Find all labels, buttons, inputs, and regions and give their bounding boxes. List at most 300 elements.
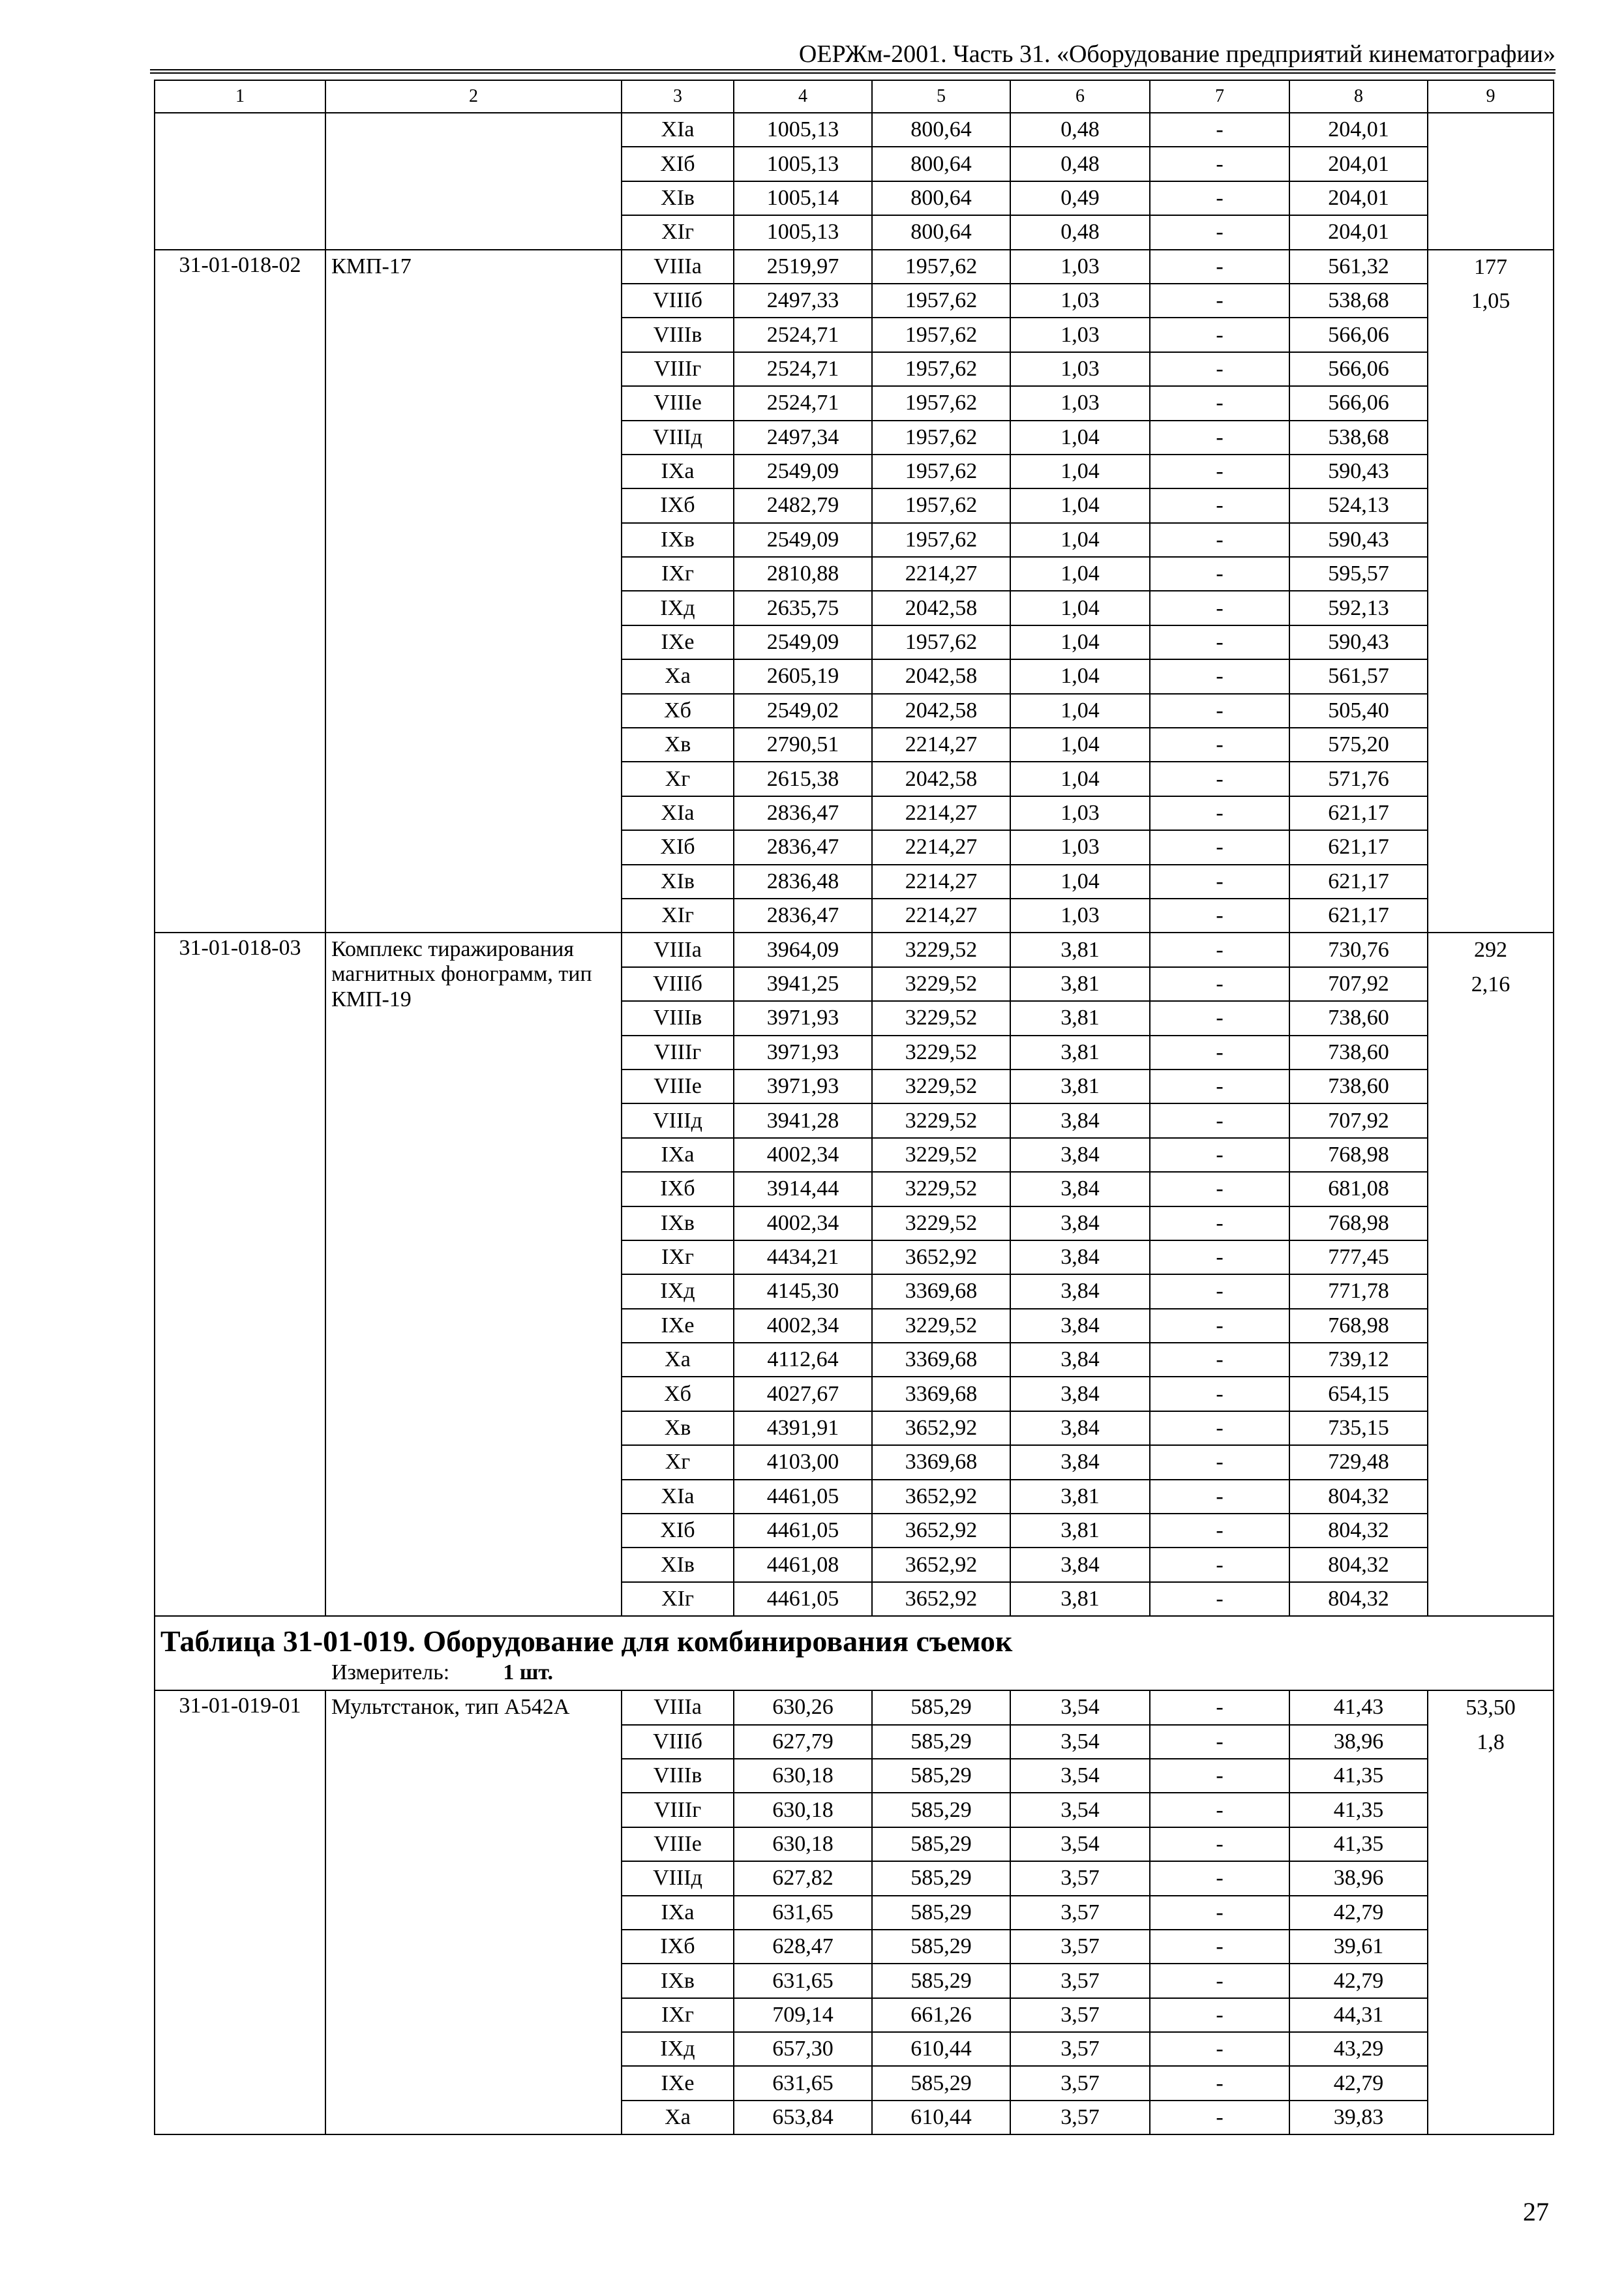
- table-row: [155, 1690, 1554, 1724]
- table-cell: -: [1150, 250, 1289, 284]
- table-cell: -: [1150, 659, 1289, 693]
- table-cell: 590,43: [1289, 455, 1428, 488]
- table-cell: 800,64: [872, 181, 1010, 215]
- table-cell: -: [1150, 1690, 1289, 1724]
- table-cell: 709,14: [734, 1998, 872, 2032]
- table-cell: 1,04: [1010, 728, 1150, 762]
- table-cell: 738,60: [1289, 1036, 1428, 1070]
- table-cell: 631,65: [734, 2066, 872, 2100]
- table-cell: XIб: [622, 1514, 734, 1548]
- table-cell: 204,01: [1289, 215, 1428, 249]
- table-cell: 585,29: [872, 1964, 1010, 1997]
- table-cell: -: [1150, 899, 1289, 933]
- table-cell: VIIIе: [622, 386, 734, 420]
- table-cell: 3369,68: [872, 1377, 1010, 1411]
- table-cell: 2519,97: [734, 250, 872, 284]
- table-cell: VIIIг: [622, 1793, 734, 1827]
- table-cell: 2549,09: [734, 455, 872, 488]
- column-number: 3: [622, 80, 734, 113]
- rate-code: 31-01-019-01: [155, 1690, 325, 2134]
- table-cell: 621,17: [1289, 865, 1428, 899]
- table-cell: IXб: [622, 1172, 734, 1206]
- table-cell: 2549,02: [734, 694, 872, 728]
- equipment-name: Мультстанок, тип А542А: [325, 1690, 622, 2134]
- table-cell: -: [1150, 1548, 1289, 1581]
- table-cell: 768,98: [1289, 1206, 1428, 1240]
- table-cell: 538,68: [1289, 421, 1428, 455]
- table-cell: 561,32: [1289, 250, 1428, 284]
- table-cell: 585,29: [872, 1759, 1010, 1793]
- column-9-values: [1428, 250, 1554, 933]
- table-cell: 38,96: [1289, 1861, 1428, 1895]
- table-cell: IXв: [622, 523, 734, 557]
- table-cell: 800,64: [872, 113, 1010, 147]
- rate-code: 31-01-018-03: [155, 933, 325, 1616]
- table-cell: 3229,52: [872, 1036, 1010, 1070]
- table-cell: 2605,19: [734, 659, 872, 693]
- table-cell: -: [1150, 728, 1289, 762]
- table-cell: 1,04: [1010, 625, 1150, 659]
- table-cell: 3,84: [1010, 1240, 1150, 1274]
- table-cell: IXе: [622, 1309, 734, 1343]
- column-number: 8: [1289, 80, 1428, 113]
- table-cell: IXд: [622, 2032, 734, 2066]
- table-cell: 628,47: [734, 1930, 872, 1964]
- column-9-value: 53,50: [1466, 1696, 1516, 1720]
- table-cell: 585,29: [872, 1930, 1010, 1964]
- table-cell: 3652,92: [872, 1480, 1010, 1514]
- table-cell: -: [1150, 1964, 1289, 1997]
- table-cell: -: [1150, 318, 1289, 352]
- table-cell: 3,54: [1010, 1827, 1150, 1861]
- table-cell: 621,17: [1289, 796, 1428, 830]
- table-cell: XIв: [622, 181, 734, 215]
- table-cell: XIв: [622, 865, 734, 899]
- table-cell: 1,04: [1010, 455, 1150, 488]
- table-cell: 4391,91: [734, 1411, 872, 1445]
- table-cell: -: [1150, 1582, 1289, 1616]
- column-number: 4: [734, 80, 872, 113]
- table-cell: Xб: [622, 1377, 734, 1411]
- table-cell: Xг: [622, 762, 734, 796]
- table-cell: 43,29: [1289, 2032, 1428, 2066]
- table-cell: 1,03: [1010, 352, 1150, 386]
- column-number: 9: [1428, 80, 1554, 113]
- table-cell: VIIIв: [622, 1001, 734, 1035]
- table-cell: 2497,34: [734, 421, 872, 455]
- table-cell: 38,96: [1289, 1725, 1428, 1759]
- table-cell: 627,82: [734, 1861, 872, 1895]
- table-cell: 3971,93: [734, 1036, 872, 1070]
- table-cell: VIIIе: [622, 1827, 734, 1861]
- table-cell: -: [1150, 2032, 1289, 2066]
- table-cell: VIIIб: [622, 1725, 734, 1759]
- table-cell: 1,04: [1010, 865, 1150, 899]
- table-cell: 2810,88: [734, 557, 872, 591]
- table-cell: 3,84: [1010, 1206, 1150, 1240]
- column-number-row: [155, 80, 1554, 113]
- table-cell: 41,35: [1289, 1793, 1428, 1827]
- table-cell: 654,15: [1289, 1377, 1428, 1411]
- table-cell: 1957,62: [872, 455, 1010, 488]
- table-cell: 566,06: [1289, 352, 1428, 386]
- table-cell: 2042,58: [872, 591, 1010, 625]
- table-cell: -: [1150, 625, 1289, 659]
- table-heading: [155, 1616, 1554, 1690]
- table-cell: 4461,08: [734, 1548, 872, 1581]
- table-cell: 3229,52: [872, 933, 1010, 966]
- rate-code: 31-01-018-02: [155, 250, 325, 933]
- table-cell: -: [1150, 147, 1289, 181]
- table-cell: -: [1150, 284, 1289, 318]
- table-cell: 3229,52: [872, 1138, 1010, 1172]
- table-cell: 2042,58: [872, 659, 1010, 693]
- table-cell: 3652,92: [872, 1514, 1010, 1548]
- table-cell: -: [1150, 1793, 1289, 1827]
- column-9-values: [1428, 1690, 1554, 2134]
- table-cell: -: [1150, 386, 1289, 420]
- table-cell: 524,13: [1289, 488, 1428, 522]
- table-cell: 4461,05: [734, 1582, 872, 1616]
- table-cell: 2214,27: [872, 557, 1010, 591]
- column-9-value: 1,05: [1471, 288, 1511, 313]
- table-cell: 804,32: [1289, 1548, 1428, 1581]
- table-cell: 2214,27: [872, 830, 1010, 864]
- table-cell: 2214,27: [872, 865, 1010, 899]
- table-cell: 592,13: [1289, 591, 1428, 625]
- table-cell: 3964,09: [734, 933, 872, 966]
- table-cell: -: [1150, 1930, 1289, 1964]
- table-cell: 738,60: [1289, 1001, 1428, 1035]
- table-cell: 1,04: [1010, 421, 1150, 455]
- table-cell: 3,81: [1010, 1036, 1150, 1070]
- table-cell: 2214,27: [872, 796, 1010, 830]
- table-cell: XIа: [622, 113, 734, 147]
- table-cell: 3,57: [1010, 2101, 1150, 2134]
- table-cell: IXд: [622, 1274, 734, 1308]
- table-cell: 2549,09: [734, 625, 872, 659]
- table-cell: 631,65: [734, 1964, 872, 1997]
- table-cell: 1,04: [1010, 694, 1150, 728]
- table-cell: -: [1150, 113, 1289, 147]
- table-cell: 39,61: [1289, 1930, 1428, 1964]
- table-cell: 1,03: [1010, 318, 1150, 352]
- table-cell: -: [1150, 1861, 1289, 1895]
- table-cell: 3,57: [1010, 2066, 1150, 2100]
- column-9-value: 177: [1474, 254, 1507, 279]
- table-cell: 2836,47: [734, 830, 872, 864]
- table-cell: -: [1150, 1138, 1289, 1172]
- table-cell: 1,03: [1010, 796, 1150, 830]
- table-cell: -: [1150, 1896, 1289, 1930]
- table-cell: 3971,93: [734, 1070, 872, 1103]
- table-cell: XIа: [622, 1480, 734, 1514]
- table-cell: 3,84: [1010, 1138, 1150, 1172]
- table-cell: 3,81: [1010, 1070, 1150, 1103]
- table-cell: 653,84: [734, 2101, 872, 2134]
- table-cell: -: [1150, 1827, 1289, 1861]
- table-cell: IXг: [622, 557, 734, 591]
- table-cell: -: [1150, 1514, 1289, 1548]
- table-cell: 41,35: [1289, 1827, 1428, 1861]
- table-cell: 585,29: [872, 1827, 1010, 1861]
- table-cell: 777,45: [1289, 1240, 1428, 1274]
- table-cell: -: [1150, 352, 1289, 386]
- table-cell: 804,32: [1289, 1514, 1428, 1548]
- table-cell: 2524,71: [734, 318, 872, 352]
- table-cell: -: [1150, 762, 1289, 796]
- table-cell: 590,43: [1289, 523, 1428, 557]
- table-cell: Xб: [622, 694, 734, 728]
- table-cell: VIIIа: [622, 933, 734, 966]
- column-9-value: 2,16: [1471, 972, 1511, 996]
- table-cell: VIIIа: [622, 250, 734, 284]
- table-cell: 3971,93: [734, 1001, 872, 1035]
- table-cell: 44,31: [1289, 1998, 1428, 2032]
- table-cell: VIIIб: [622, 284, 734, 318]
- table-cell: -: [1150, 488, 1289, 522]
- table-cell: Xа: [622, 2101, 734, 2134]
- table-cell: IXб: [622, 488, 734, 522]
- table-cell: VIIIд: [622, 421, 734, 455]
- table-cell: 2615,38: [734, 762, 872, 796]
- table-cell: -: [1150, 523, 1289, 557]
- table-cell: 1005,14: [734, 181, 872, 215]
- table-cell: 3,84: [1010, 1343, 1150, 1377]
- table-cell: IXв: [622, 1206, 734, 1240]
- table-cell: 3229,52: [872, 1309, 1010, 1343]
- column-9-values: [1428, 933, 1554, 1616]
- table-cell: -: [1150, 421, 1289, 455]
- table-cell: 41,35: [1289, 1759, 1428, 1793]
- table-cell: 2042,58: [872, 762, 1010, 796]
- table-heading-row: [155, 1616, 1554, 1690]
- table-cell: -: [1150, 1103, 1289, 1137]
- table-cell: 204,01: [1289, 113, 1428, 147]
- table-cell: 3,84: [1010, 1309, 1150, 1343]
- table-cell: 735,15: [1289, 1411, 1428, 1445]
- table-cell: 1,03: [1010, 386, 1150, 420]
- table-cell: 575,20: [1289, 728, 1428, 762]
- table-cell: -: [1150, 1725, 1289, 1759]
- table-cell: -: [1150, 1998, 1289, 2032]
- table-cell: 627,79: [734, 1725, 872, 1759]
- table-cell: 3,81: [1010, 1514, 1150, 1548]
- table-cell: VIIIд: [622, 1861, 734, 1895]
- table-cell: 1957,62: [872, 386, 1010, 420]
- table-cell: -: [1150, 1377, 1289, 1411]
- table-cell: 585,29: [872, 2066, 1010, 2100]
- table-cell: -: [1150, 1274, 1289, 1308]
- table-cell: -: [1150, 796, 1289, 830]
- table-cell: 1,03: [1010, 899, 1150, 933]
- table-cell: XIв: [622, 1548, 734, 1581]
- table-cell: 3914,44: [734, 1172, 872, 1206]
- equipment-name: [325, 113, 622, 250]
- table-cell: 3229,52: [872, 967, 1010, 1001]
- table-cell: 561,57: [1289, 659, 1428, 693]
- table-cell: IXг: [622, 1998, 734, 2032]
- table-cell: -: [1150, 215, 1289, 249]
- table-cell: 4461,05: [734, 1514, 872, 1548]
- table-cell: 3,57: [1010, 1896, 1150, 1930]
- table-cell: 804,32: [1289, 1582, 1428, 1616]
- table-cell: 2635,75: [734, 591, 872, 625]
- table-cell: 2790,51: [734, 728, 872, 762]
- table-cell: 1957,62: [872, 318, 1010, 352]
- table-cell: 1957,62: [872, 352, 1010, 386]
- table-cell: Xг: [622, 1445, 734, 1479]
- table-cell: 800,64: [872, 147, 1010, 181]
- table-cell: 3229,52: [872, 1070, 1010, 1103]
- table-cell: 595,57: [1289, 557, 1428, 591]
- table-cell: 1,04: [1010, 557, 1150, 591]
- table-cell: 4002,34: [734, 1206, 872, 1240]
- table-cell: 1957,62: [872, 488, 1010, 522]
- table-cell: 39,83: [1289, 2101, 1428, 2134]
- table-cell: 585,29: [872, 1861, 1010, 1895]
- table-cell: -: [1150, 557, 1289, 591]
- table-cell: 4461,05: [734, 1480, 872, 1514]
- table-cell: 204,01: [1289, 147, 1428, 181]
- table-cell: 3,81: [1010, 967, 1150, 1001]
- table-cell: -: [1150, 1206, 1289, 1240]
- measure-line: [160, 1660, 1548, 1686]
- table-cell: Xв: [622, 1411, 734, 1445]
- table-cell: 3652,92: [872, 1411, 1010, 1445]
- table-cell: 2497,33: [734, 284, 872, 318]
- table-cell: XIг: [622, 1582, 734, 1616]
- table-cell: 0,49: [1010, 181, 1150, 215]
- table-cell: 3941,25: [734, 967, 872, 1001]
- table-cell: IXг: [622, 1240, 734, 1274]
- column-number: 5: [872, 80, 1010, 113]
- table-cell: 2524,71: [734, 386, 872, 420]
- table-cell: 3,54: [1010, 1725, 1150, 1759]
- table-cell: 738,60: [1289, 1070, 1428, 1103]
- table-cell: 3,57: [1010, 1998, 1150, 2032]
- table-cell: -: [1150, 830, 1289, 864]
- table-cell: IXа: [622, 1138, 734, 1172]
- table-cell: 3,57: [1010, 1964, 1150, 1997]
- table-cell: 771,78: [1289, 1274, 1428, 1308]
- table-cell: XIб: [622, 830, 734, 864]
- table-cell: -: [1150, 2066, 1289, 2100]
- page-number: 27: [1523, 2197, 1549, 2226]
- column-number: 2: [325, 80, 622, 113]
- table-cell: XIб: [622, 147, 734, 181]
- table-cell: 621,17: [1289, 899, 1428, 933]
- table-row: [155, 933, 1554, 966]
- table-cell: -: [1150, 1445, 1289, 1479]
- table-cell: IXа: [622, 455, 734, 488]
- table-cell: IXа: [622, 1896, 734, 1930]
- table-cell: 3369,68: [872, 1445, 1010, 1479]
- measure-label: Измеритель:: [331, 1660, 450, 1685]
- table-cell: XIа: [622, 796, 734, 830]
- table-cell: 590,43: [1289, 625, 1428, 659]
- table-cell: 4002,34: [734, 1138, 872, 1172]
- table-cell: 661,26: [872, 1998, 1010, 2032]
- table-cell: 42,79: [1289, 2066, 1428, 2100]
- table-cell: 42,79: [1289, 1896, 1428, 1930]
- table-cell: VIIIб: [622, 967, 734, 1001]
- table-cell: 630,26: [734, 1690, 872, 1724]
- table-cell: IXд: [622, 591, 734, 625]
- table-cell: 4112,64: [734, 1343, 872, 1377]
- table-cell: 4002,34: [734, 1309, 872, 1343]
- table-cell: 585,29: [872, 1690, 1010, 1724]
- table-cell: -: [1150, 1001, 1289, 1035]
- table-cell: 3941,28: [734, 1103, 872, 1137]
- table-cell: 585,29: [872, 1793, 1010, 1827]
- table-cell: Xв: [622, 728, 734, 762]
- table-cell: 3,84: [1010, 1445, 1150, 1479]
- table-cell: VIIIе: [622, 1070, 734, 1103]
- table-cell: -: [1150, 1240, 1289, 1274]
- table-cell: 1957,62: [872, 284, 1010, 318]
- table-cell: 2214,27: [872, 899, 1010, 933]
- table-cell: 3,84: [1010, 1548, 1150, 1581]
- measure-unit: 1 шт.: [503, 1660, 554, 1685]
- table-cell: -: [1150, 2101, 1289, 2134]
- table-cell: 3369,68: [872, 1343, 1010, 1377]
- table-cell: 2549,09: [734, 523, 872, 557]
- table-cell: 3,57: [1010, 2032, 1150, 2066]
- table-cell: -: [1150, 1309, 1289, 1343]
- table-cell: IXб: [622, 1930, 734, 1964]
- table-cell: 585,29: [872, 1725, 1010, 1759]
- table-cell: 2836,47: [734, 796, 872, 830]
- column-9-value: 1,8: [1477, 1729, 1505, 1754]
- table-cell: 3229,52: [872, 1172, 1010, 1206]
- table-cell: 566,06: [1289, 386, 1428, 420]
- table-cell: 768,98: [1289, 1138, 1428, 1172]
- column-9-values: [1428, 113, 1554, 250]
- table-cell: 631,65: [734, 1896, 872, 1930]
- table-cell: 4434,21: [734, 1240, 872, 1274]
- table-title: Таблица 31-01-019. Оборудование для комбинирования съемок: [160, 1624, 1013, 1658]
- equipment-name: КМП-17: [325, 250, 622, 933]
- table-cell: 1957,62: [872, 625, 1010, 659]
- table-row: [155, 113, 1554, 147]
- table-cell: XIг: [622, 899, 734, 933]
- running-header: ОЕРЖм-2001. Часть 31. «Оборудование предприятий кинематографии»: [150, 38, 1556, 70]
- table-cell: Xа: [622, 659, 734, 693]
- table-cell: 2042,58: [872, 694, 1010, 728]
- table-cell: 4103,00: [734, 1445, 872, 1479]
- table-cell: 3,54: [1010, 1690, 1150, 1724]
- table-cell: 804,32: [1289, 1480, 1428, 1514]
- table-cell: 4145,30: [734, 1274, 872, 1308]
- table-cell: -: [1150, 1759, 1289, 1793]
- table-cell: 2214,27: [872, 728, 1010, 762]
- table-cell: Xа: [622, 1343, 734, 1377]
- table-cell: 505,40: [1289, 694, 1428, 728]
- table-cell: 1,03: [1010, 284, 1150, 318]
- table-cell: 610,44: [872, 2032, 1010, 2066]
- table-cell: 729,48: [1289, 1445, 1428, 1479]
- table-cell: 3,84: [1010, 1274, 1150, 1308]
- table-cell: VIIIг: [622, 1036, 734, 1070]
- column-number: 6: [1010, 80, 1150, 113]
- rate-code: [155, 113, 325, 250]
- table-cell: XIг: [622, 215, 734, 249]
- table-cell: 3652,92: [872, 1582, 1010, 1616]
- table-cell: VIIIв: [622, 1759, 734, 1793]
- table-cell: 3,81: [1010, 1582, 1150, 1616]
- table-cell: IXв: [622, 1964, 734, 1997]
